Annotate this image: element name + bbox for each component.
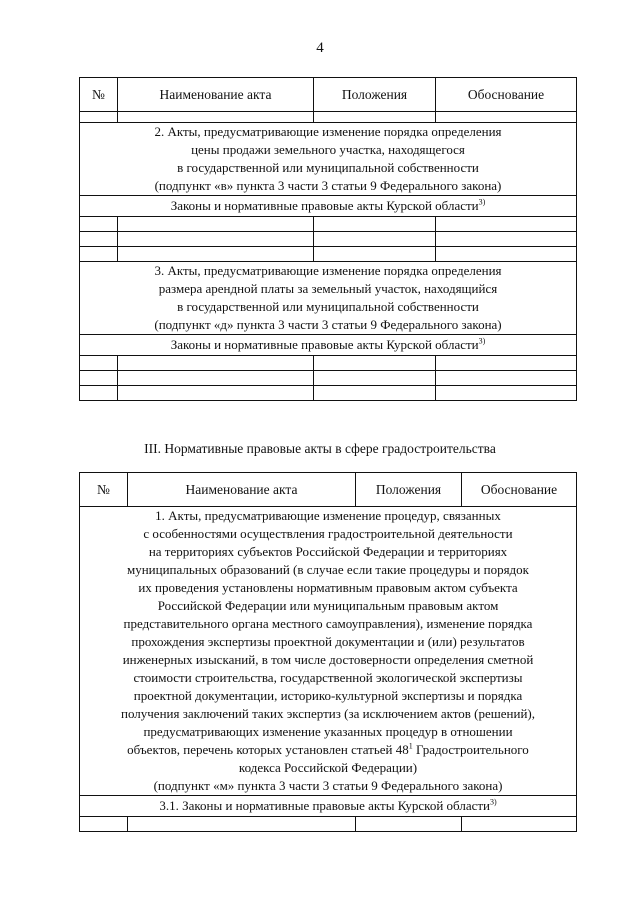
section-3-subheading: Законы и нормативные правовые акты Курской области$^{3)}$ bbox=[80, 335, 577, 356]
header-provisions: Положения bbox=[314, 78, 436, 112]
table-row bbox=[80, 817, 577, 832]
section-2-subheading-row bbox=[80, 196, 577, 217]
table-header-row bbox=[80, 78, 577, 112]
section-3-text: 3. Акты, предусматривающие изменение порядка определения размера арендной платы за земельный участок, находящийся в государственной или муниципальной собственности (подпункт «д» пункта 3 части 3 статьи 9 Федерального закона) bbox=[80, 262, 577, 335]
acts-table-land bbox=[79, 77, 577, 401]
section-gr-1-row bbox=[80, 507, 577, 796]
section-2-text: 2. Акты, предусматривающие изменение порядка определения цены продажи земельного участка, находящегося в государственной или муниципальной собственности (подпункт «в» пункта 3 части 3 статьи 9 Федерального закона) bbox=[80, 123, 577, 196]
page-number: 4 bbox=[316, 40, 324, 56]
part-3-heading: III. Нормативные правовые акты в сфере градостроительства bbox=[144, 441, 496, 456]
table-row bbox=[80, 371, 577, 386]
header-provisions: Положения bbox=[356, 473, 462, 507]
header-number: № bbox=[80, 473, 128, 507]
table-row bbox=[80, 232, 577, 247]
table-row bbox=[80, 386, 577, 401]
acts-table-urban-planning bbox=[79, 472, 577, 832]
header-basis: Обоснование bbox=[462, 473, 577, 507]
table-row bbox=[80, 247, 577, 262]
section-3-row bbox=[80, 262, 577, 335]
table-row bbox=[80, 112, 577, 123]
table-row bbox=[80, 356, 577, 371]
table-row bbox=[80, 217, 577, 232]
header-number: № bbox=[80, 78, 118, 112]
table-header-row bbox=[80, 473, 577, 507]
header-act-name: Наименование акта bbox=[128, 473, 356, 507]
header-act-name: Наименование акта bbox=[118, 78, 314, 112]
section-2-subheading: Законы и нормативные правовые акты Курской области$^{3)}$ bbox=[80, 196, 577, 217]
header-basis: Обоснование bbox=[436, 78, 577, 112]
section-3-subheading-row bbox=[80, 335, 577, 356]
section-gr-1-text: 1. Акты, предусматривающие изменение процедур, связанных с особенностями осуществления градостроительной деятельности на территориях субъектов Российской Федерации и территориях муниципальных образований (в случае если такие процедуры и порядок их проведения установлены нормативным правовым актом субъекта Российской Федерации или муниципальным правовым актом представительного органа местного самоуправления), изменение порядка прохождения экспертизы проектной документации и (или) результатов инженерных изысканий, в том числе достоверности определения сметной стоимости строительства, государственной экологической экспертизы проектной документации, историко-культурной экспертизы и порядка получения заключений таких экспертиз (за исключением актов (решений), предусматривающих изменение указанных процедур в отношении объектов, перечень которых установлен статьей $48^1$ Градостроительного кодекса Российской Федерации) (подпункт «м» пункта 3 части 3 статьи 9 Федерального закона) bbox=[80, 507, 577, 796]
section-gr-1-subheading: 3.1. Законы и нормативные правовые акты Курской области$^{3)}$ bbox=[80, 796, 577, 817]
section-2-row bbox=[80, 123, 577, 196]
section-gr-1-subheading-row bbox=[80, 796, 577, 817]
